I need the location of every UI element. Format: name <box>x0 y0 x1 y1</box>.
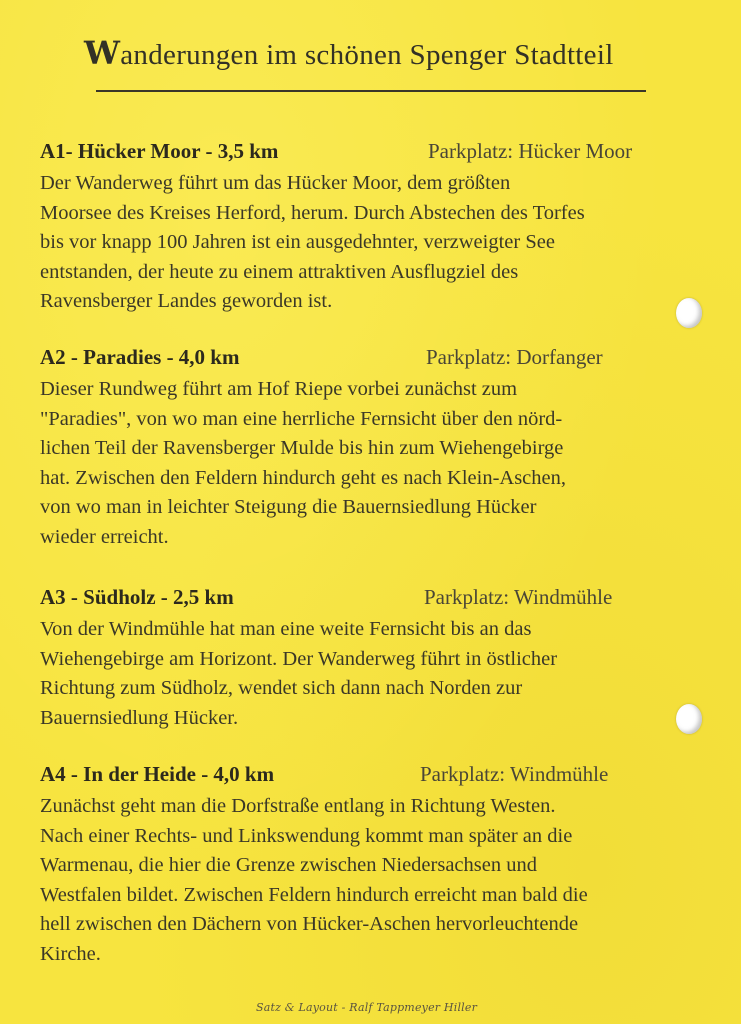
route-header <box>40 139 710 169</box>
route-text-line: Der Wanderweg führt um das Hücker Moor, dem größten <box>40 172 511 194</box>
route-text-line: Moorsee des Kreises Herford, herum. Durch Abstechen des Torfes <box>40 201 585 224</box>
route-title: A4 - In der Heide - 4,0 km <box>40 762 275 786</box>
route-text-line: Richtung zum Südholz, wendet sich dann nach Norden zur <box>40 677 523 699</box>
route-text-line: hell zwischen den Dächern von Hücker-Aschen hervorleuchtende <box>40 913 579 935</box>
route-section-a3 <box>40 585 710 733</box>
route-section-a4 <box>40 762 710 969</box>
punch-hole <box>676 704 702 734</box>
route-text-line: Wiehengebirge am Horizont. Der Wanderweg führt in östlicher <box>40 647 558 670</box>
parking-info: Parkplatz: Windmühle <box>424 585 613 609</box>
route-section-a1 <box>40 139 710 317</box>
punch-hole <box>676 298 702 328</box>
page-title <box>84 34 614 72</box>
route-text-line: lichen Teil der Ravensberger Mulde bis hin zum Wiehengebirge <box>40 437 564 459</box>
route-header <box>40 345 710 375</box>
route-text-line: Westfalen bildet. Zwischen Feldern hindurch erreicht man bald die <box>40 883 588 906</box>
route-header <box>40 762 710 792</box>
route-text-line: bis vor knapp 100 Jahren ist ein ausgedehnter, verzweigter See <box>40 231 555 253</box>
route-text-line: von wo man in leichter Steigung die Bauernsiedlung Hücker <box>40 496 537 518</box>
parking-info: Parkplatz: Windmühle <box>420 762 609 786</box>
route-title: A2 - Paradies - 4,0 km <box>40 345 240 369</box>
title-text: anderungen im schönen Spenger Stadtteil <box>120 39 614 71</box>
route-text-line: Dieser Rundweg führt am Hof Riepe vorbei zunächst zum <box>40 378 518 400</box>
route-text-line: Bauernsiedlung Hücker. <box>40 706 239 729</box>
route-title: A3 - Südholz - 2,5 km <box>40 585 234 609</box>
parking-info: Parkplatz: Dorfanger <box>426 345 603 369</box>
route-text-line: Warmenau, die hier die Grenze zwischen Niedersachsen und <box>40 854 537 876</box>
route-text-line: Kirche. <box>40 942 101 965</box>
route-text-line: Zunächst geht man die Dorfstraße entlang in Richtung Westen. <box>40 795 556 817</box>
route-section-a2 <box>40 345 710 552</box>
route-text-line: hat. Zwischen den Feldern hindurch geht es nach Klein-Aschen, <box>40 466 567 489</box>
route-text-line: Nach einer Rechts- und Linkswendung kommt man später an die <box>40 824 573 847</box>
route-title: A1- Hücker Moor - 3,5 km <box>40 139 279 163</box>
parking-info: Parkplatz: Hücker Moor <box>428 139 633 163</box>
route-header <box>40 585 710 615</box>
route-text-line: wieder erreicht. <box>40 525 169 548</box>
title-underline <box>96 90 646 92</box>
credit-footer: Satz & Layout - Ralf Tappmeyer Hiller <box>256 1001 478 1014</box>
route-text-line: entstanden, der heute zu einem attraktiven Ausflugziel des <box>40 260 519 283</box>
route-text-line: "Paradies", von wo man eine herrliche Fernsicht über den nörd- <box>40 407 563 430</box>
route-text-line: Ravensberger Landes geworden ist. <box>40 290 333 312</box>
route-text-line: Von der Windmühle hat man eine weite Fernsicht bis an das <box>40 618 532 640</box>
title-initial: W <box>84 34 121 72</box>
